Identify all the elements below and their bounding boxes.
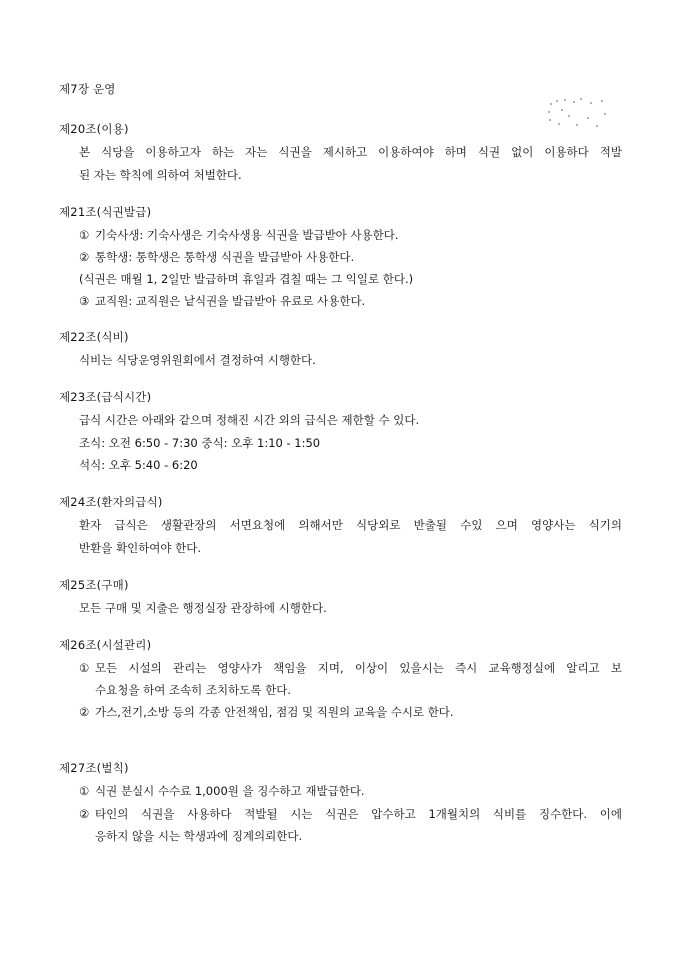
item-number: ③ [79, 294, 90, 308]
article-21-title: 제21조(식권발급) [59, 205, 152, 219]
article-24-line-2: 반환을 확인하여야 한다. [79, 541, 202, 555]
item-text: 모든 시설의 관리는 영양사가 책임을 지며, 이상이 있을시는 즉시 교육행정실에 알리고 보 [95, 661, 622, 675]
faint-stamp-mark [546, 97, 610, 131]
article-20-title: 제20조(이용) [59, 122, 129, 136]
item-text: 식권 분실시 수수료 1,000원 을 징수하고 재발급한다. [95, 784, 365, 798]
article-23-line-3: 석식: 오후 5:40 - 6:20 [79, 458, 198, 472]
article-26-item-1 [79, 660, 622, 676]
article-22-line-1: 식비는 식당운영위원회에서 결정하여 시행한다. [79, 353, 316, 367]
article-26-item-1-cont: 수요청을 하여 조속히 조치하도록 한다. [95, 683, 292, 697]
article-21-note: (식권은 매월 1, 2일만 발급하며 휴일과 겹칠 때는 그 익일로 한다.) [79, 272, 414, 286]
item-number: ② [79, 250, 90, 264]
article-27-item-1 [79, 783, 622, 799]
item-text: 가스,전기,소방 등의 각종 안전책임, 점검 및 직원의 교육을 수시로 한다. [95, 705, 454, 719]
article-24-line-1: 환자 급식은 생활관장의 서면요청에 의해서만 식당외로 반출될 수있 으며 영양사는 식기의 [79, 518, 622, 532]
article-20-line-2: 된 자는 학칙에 의하여 처벌한다. [79, 168, 242, 182]
item-number: ① [79, 228, 90, 242]
item-number: ① [79, 661, 90, 675]
article-23-line-1: 급식 시간은 아래와 같으며 정해진 시간 외의 급식은 제한할 수 있다. [79, 413, 420, 427]
article-24-title: 제24조(환자의급식) [59, 495, 163, 509]
article-21-item-2 [79, 249, 622, 265]
item-text: 교직원: 교직원은 낱식권을 발급받아 유료로 사용한다. [95, 294, 366, 308]
article-23-line-2: 조식: 오전 6:50 - 7:30 중식: 오후 1:10 - 1:50 [79, 436, 321, 450]
article-21-item-1 [79, 227, 622, 243]
item-text: 기숙사생: 기숙사생은 기숙사생용 식권을 발급받아 사용한다. [95, 228, 399, 242]
article-20-line-1: 본 식당을 이용하고자 하는 자는 식권을 제시하고 이용하여야 하며 식권 없이 이용하다 적발 [79, 145, 622, 159]
article-25-title: 제25조(구매) [59, 578, 129, 592]
article-22-title: 제22조(식비) [59, 330, 129, 344]
item-number: ② [79, 705, 90, 719]
item-number: ② [79, 807, 90, 821]
item-text: 통학생: 통학생은 통학생 식권을 발급받아 사용한다. [95, 250, 355, 264]
item-text: 타인의 식권을 사용하다 적발될 시는 식권은 압수하고 1개월치의 식비를 징수한다. 이에 [95, 807, 622, 821]
chapter-title: 제7장 운영 [59, 82, 116, 96]
article-27-item-2 [79, 806, 622, 822]
article-27-item-2-cont: 응하지 않을 시는 학생과에 징계의뢰한다. [95, 829, 303, 843]
article-23-title: 제23조(급식시간) [59, 390, 152, 404]
article-26-item-2 [79, 704, 622, 720]
article-26-title: 제26조(시설관리) [59, 638, 152, 652]
article-27-title: 제27조(벌칙) [59, 761, 129, 775]
article-25-line-1: 모든 구매 및 지출은 행정실장 관장하에 시행한다. [79, 601, 327, 615]
article-21-item-3 [79, 293, 622, 309]
item-number: ① [79, 784, 90, 798]
